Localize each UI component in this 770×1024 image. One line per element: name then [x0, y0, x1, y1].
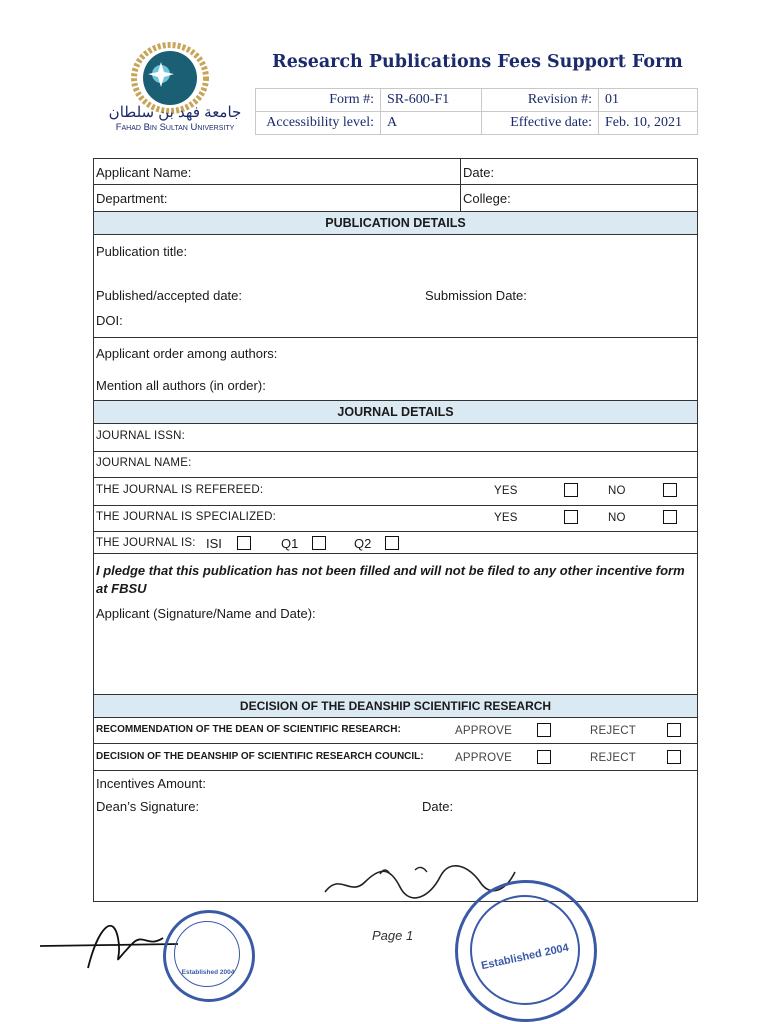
department-field[interactable]: Department: [96, 191, 168, 206]
revision-value: 01 [599, 89, 698, 112]
applicant-date-field[interactable]: Date: [463, 165, 495, 180]
all-authors-field[interactable]: Mention all authors (in order): [96, 378, 266, 393]
form-number-label: Form #: [256, 89, 381, 112]
specialized-yes-label: YES [494, 512, 518, 524]
q1-checkbox[interactable] [312, 536, 326, 550]
pledge-statement: I pledge that this publication has not been filled and will not be filed to any other incentive form at FBSU [96, 563, 685, 596]
specialized-yes-checkbox[interactable] [564, 510, 578, 524]
university-logo [95, 40, 245, 140]
dean-reject-checkbox[interactable] [667, 723, 681, 737]
effective-date-label: Effective date: [482, 112, 599, 135]
form-meta-table [255, 88, 698, 135]
revision-label: Revision #: [482, 89, 599, 112]
journal-name-field[interactable]: JOURNAL NAME: [96, 457, 192, 469]
quality-stamp [163, 910, 255, 1002]
specialized-label: THE JOURNAL IS SPECIALIZED: [96, 511, 277, 523]
applicant-name-field[interactable]: Applicant Name: [96, 165, 192, 180]
published-date-field[interactable]: Published/accepted date: [96, 288, 242, 303]
refereed-no-checkbox[interactable] [663, 483, 677, 497]
council-approve-label: APPROVE [455, 752, 513, 764]
q1-label: Q1 [281, 536, 299, 551]
logo-english-name: Fahad Bin Sultan University [115, 122, 235, 133]
specialized-no-label: NO [608, 512, 626, 524]
college-field[interactable]: College: [463, 191, 511, 206]
publication-details-heading: PUBLICATION DETAILS [94, 211, 697, 235]
logo-arabic-name: جامعة فهد بن سلطان [108, 104, 242, 121]
submission-date-field[interactable]: Submission Date: [425, 288, 527, 303]
decision-heading: DECISION OF THE DEANSHIP SCIENTIFIC RESEARCH [94, 694, 697, 718]
accessibility-label: Accessibility level: [256, 112, 381, 135]
applicant-signature-field[interactable]: Applicant (Signature/Name and Date): [96, 606, 316, 621]
journal-details-heading: JOURNAL DETAILS [94, 400, 697, 424]
page-number: Page 1 [372, 928, 414, 943]
specialized-no-checkbox[interactable] [663, 510, 677, 524]
decision-date-field[interactable]: Date: [422, 799, 454, 814]
accessibility-value: A [381, 112, 482, 135]
effective-date-value: Feb. 10, 2021 [599, 112, 698, 135]
stamp-right-established: Established 2004 [480, 941, 570, 973]
council-reject-label: REJECT [590, 752, 636, 764]
dean-approve-label: APPROVE [455, 725, 513, 737]
university-stamp [455, 880, 597, 1022]
stamp-left-established: Established 2004 [181, 969, 235, 976]
council-decision-label: DECISION OF THE DEANSHIP OF SCIENTIFIC RESEARCH COUNCIL: [96, 751, 424, 762]
dean-reject-label: REJECT [590, 725, 636, 737]
council-reject-checkbox[interactable] [667, 750, 681, 764]
refereed-yes-label: YES [494, 485, 518, 497]
q2-checkbox[interactable] [385, 536, 399, 550]
journal-is-label: THE JOURNAL IS: [96, 537, 196, 549]
author-order-field[interactable]: Applicant order among authors: [96, 346, 278, 361]
form-title: Research Publications Fees Support Form [272, 52, 683, 72]
refereed-yes-checkbox[interactable] [564, 483, 578, 497]
dean-recommendation-label: RECOMMENDATION OF THE DEAN OF SCIENTIFIC RESEARCH: [96, 724, 401, 735]
isi-label: ISI [206, 536, 222, 551]
publication-title-field[interactable]: Publication title: [96, 244, 188, 259]
dean-signature-field[interactable]: Dean’s Signature: [96, 799, 200, 814]
q2-label: Q2 [354, 536, 372, 551]
refereed-no-label: NO [608, 485, 626, 497]
council-approve-checkbox[interactable] [537, 750, 551, 764]
journal-issn-field[interactable]: JOURNAL ISSN: [96, 430, 186, 442]
dean-approve-checkbox[interactable] [537, 723, 551, 737]
doi-field[interactable]: DOI: [96, 313, 123, 328]
refereed-label: THE JOURNAL IS REFEREED: [96, 484, 264, 496]
form-number-value: SR-600-F1 [381, 89, 482, 112]
incentives-amount-field[interactable]: Incentives Amount: [96, 776, 206, 791]
isi-checkbox[interactable] [237, 536, 251, 550]
